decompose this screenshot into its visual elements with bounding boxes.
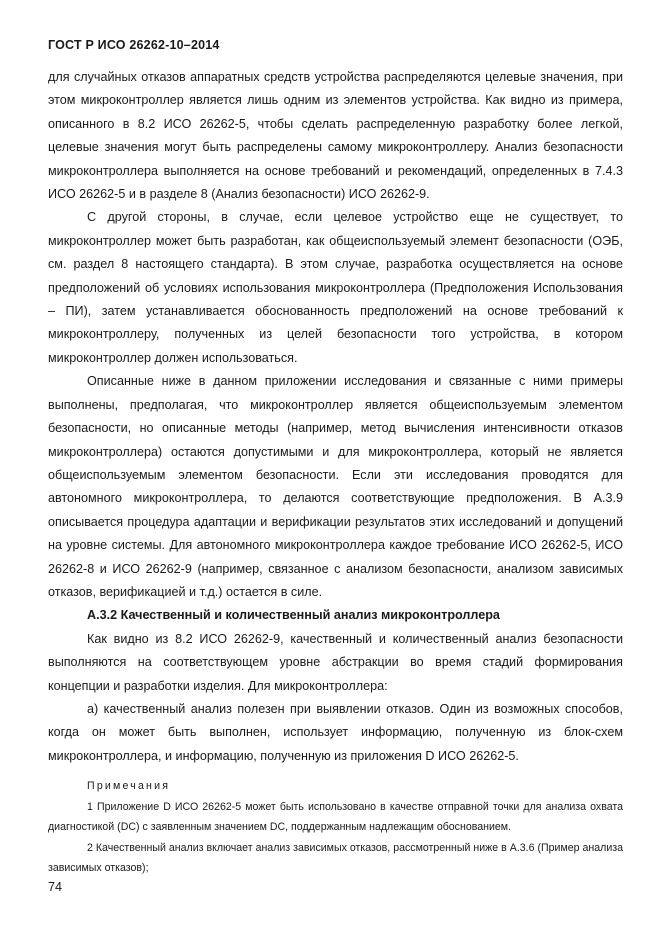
- body-text: [48, 66, 623, 768]
- page-number: 74: [48, 880, 63, 894]
- notes-block: [48, 776, 623, 879]
- paragraph: Как видно из 8.2 ИСО 26262-9, качественный и количественный анализ безопасности выполняются на соответствующем уровне абстракции во время стадий формирования концепции и разработки изделия. Для микроконтроллера:: [48, 631, 623, 693]
- note-item: 2 Качественный анализ включает анализ зависимых отказов, рассмотренный ниже в А.3.6 (Пример анализа зависимых отказов);: [48, 841, 623, 874]
- paragraph-continuation: для случайных отказов аппаратных средств устройства распределяются целевые значения, при этом микроконтроллер является лишь одним из элементов устройства. Как видно из примера, описанного в 8.2 ИСО 26262-5, чтобы сделать распределенную разработку более легкой, целевые значения могут быть распределены самому микроконтроллеру. Анализ безопасности микроконтроллера выполняется на основе требований и рекомендаций, определенных в 7.4.3 ИСО 26262-5 и в разделе 8 (Анализ безопасности) ИСО 26262-9.: [48, 70, 623, 202]
- note-item: 1 Приложение D ИСО 26262-5 может быть использовано в качестве отправной точки для анализа охвата диагностикой (DC) с заявленным значением DC, поддержанным надлежащим обоснованием.: [48, 800, 623, 833]
- notes-title: Примечания: [87, 780, 171, 792]
- section-heading: А.3.2 Качественный и количественный анализ микроконтроллера: [87, 608, 500, 623]
- paragraph: С другой стороны, в случае, если целевое устройство еще не существует, то микроконтроллер может быть разработан, как общеиспользуемый элемент безопасности (ОЭБ, см. раздел 8 настоящего стандарта). В этом случае, разработка осуществляется на основе предположений об условиях использования микроконтроллера (Предположения Использования – ПИ), затем устанавливается обоснованность предположений на основе требований к микроконтроллеру, полученных из целей безопасности того устройства, в котором микроконтроллер должен использоваться.: [48, 210, 623, 365]
- paragraph: Описанные ниже в данном приложении исследования и связанные с ними примеры выполнены, предполагая, что микроконтроллер является общеиспользуемым элементом безопасности, но описанные методы (например, метод вычисления интенсивности отказов микроконтроллера) остаются допустимыми и для микроконтроллера, который не является общеиспользуемым элементом безопасности. Если эти исследования проводятся для автономного микроконтроллера, то делаются соответствующие предположения. В А.3.9 описывается процедура адаптации и верификации результатов этих исследований и допущений на уровне системы. Для автономного микроконтроллера каждое требование ИСО 26262-5, ИСО 26262-8 и ИСО 26262-9 (например, связанное с анализом безопасности, анализом зависимых отказов, верификацией и т.д.) остается в силе.: [48, 374, 623, 599]
- list-item: а) качественный анализ полезен при выявлении отказов. Один из возможных способов, когда он может быть выполнен, использует информацию, полученную из блок-схем микроконтроллера, и информацию, полученную из приложения D ИСО 26262-5.: [48, 701, 623, 763]
- document-header: ГОСТ Р ИСО 26262-10–2014: [48, 38, 220, 52]
